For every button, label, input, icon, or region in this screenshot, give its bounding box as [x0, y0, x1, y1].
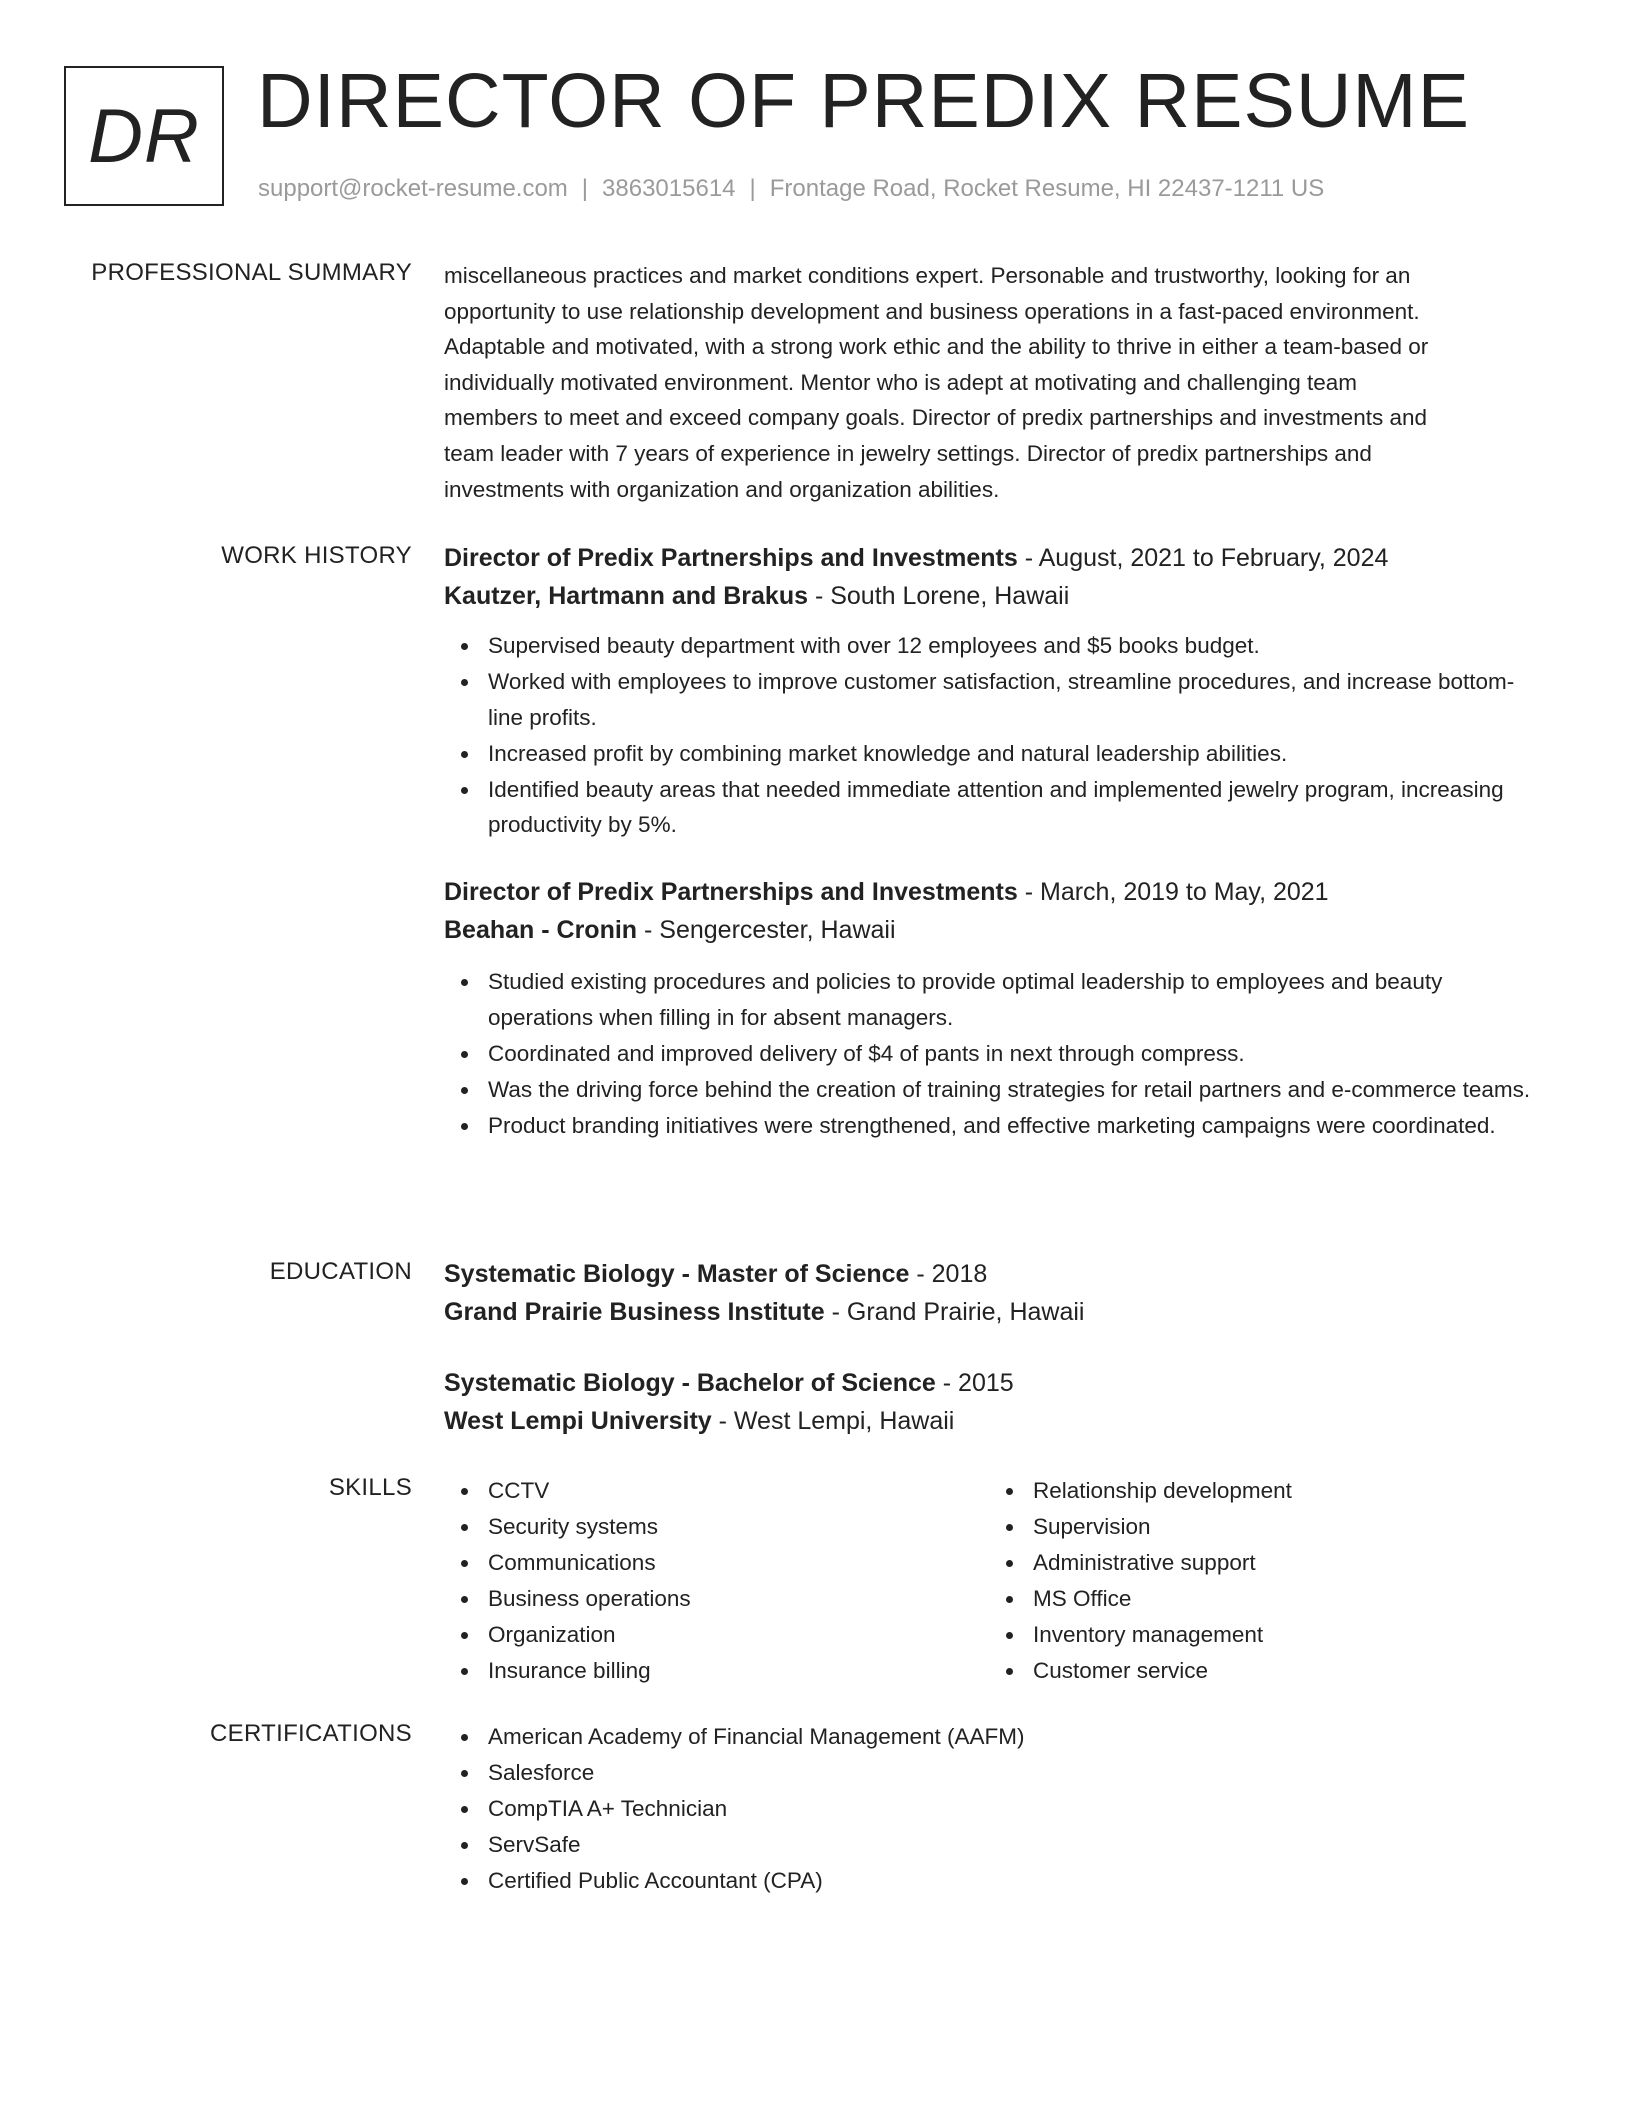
job-bullet: Identified beauty areas that needed immediate attention and implemented jewelry program, increasing productivity by 5%.: [444, 772, 1544, 843]
education-location: - West Lempi, Hawaii: [711, 1407, 955, 1435]
job-dates: - August, 2021 to February, 2024: [1017, 544, 1389, 572]
contact-address: Frontage Road, Rocket Resume, HI 22437-1211 US: [769, 175, 1325, 202]
skills-list: [444, 1473, 989, 1689]
contact-email[interactable]: support@rocket-resume.com: [258, 175, 568, 202]
job-role: Director of Predix Partnerships and Investments: [444, 878, 1018, 907]
summary-text: [444, 258, 1544, 507]
job-bullet: Studied existing procedures and policies to provide optimal leadership to employees and beauty operations when filling in for absent managers.: [444, 964, 1544, 1035]
summary-line: team leader with 7 years of experience in jewelry settings. Director of predix partnerships and: [444, 440, 1372, 466]
skill-item: Inventory management: [989, 1617, 1534, 1653]
summary-line: members to meet and exceed company goals. Director of predix partnerships and investments and: [444, 405, 1428, 431]
skills-columns: [444, 1473, 1544, 1690]
job-bullet: Coordinated and improved delivery of $4 of pants in next through compress.: [444, 1036, 1544, 1072]
contact-separator: |: [581, 175, 589, 202]
job-bullets: [444, 628, 1544, 843]
summary-line: miscellaneous practices and market conditions expert. Personable and trustworthy, looking for an: [444, 263, 1411, 288]
job-role-line: [444, 873, 1544, 911]
certifications-body: [444, 1719, 1544, 1899]
education-degree-line: [444, 1364, 1544, 1402]
job-role: Director of Predix Partnerships and Investments: [444, 544, 1018, 572]
section-title-summary: PROFESSIONAL SUMMARY: [91, 259, 412, 286]
contact-phone[interactable]: 3863015614: [602, 175, 736, 202]
monogram-initials: DR: [88, 93, 200, 179]
education-degree: Systematic Biology - Bachelor of Science: [444, 1369, 936, 1397]
resume-name: DIRECTOR OF PREDIX RESUME: [257, 58, 1470, 144]
education-degree-line: [444, 1255, 1544, 1293]
section-title-work: WORK HISTORY: [221, 542, 412, 569]
job-company-line: [444, 577, 1544, 615]
job-bullet: Increased profit by combining market knowledge and natural leadership abilities.: [444, 736, 1544, 772]
certification-item: American Academy of Financial Management (AAFM): [444, 1719, 1544, 1755]
job-location: - Sengercester, Hawaii: [637, 916, 896, 945]
contact-line: [258, 174, 1324, 204]
skill-item: Communications: [444, 1545, 989, 1581]
job-company: Beahan - Cronin: [444, 916, 638, 945]
education-school: Grand Prairie Business Institute: [444, 1298, 825, 1326]
job-bullet: Supervised beauty department with over 12 employees and $5 books budget.: [444, 628, 1544, 664]
skill-item: Business operations: [444, 1581, 989, 1617]
certification-item: CompTIA A+ Technician: [444, 1791, 1544, 1827]
job-entry: [444, 873, 1544, 1143]
skills-column-left: [444, 1473, 989, 1690]
education-school-line: [444, 1402, 1544, 1440]
section-title-education: EDUCATION: [269, 1258, 412, 1285]
job-bullet: Was the driving force behind the creation of training strategies for retail partners and e-commerce teams.: [444, 1072, 1544, 1108]
job-company-line: [444, 911, 1544, 949]
certification-item: ServSafe: [444, 1827, 1544, 1863]
education-entry: [444, 1364, 1544, 1440]
education-year: - 2015: [935, 1369, 1014, 1397]
skill-item: MS Office: [989, 1581, 1534, 1617]
certification-item: Certified Public Accountant (CPA): [444, 1863, 1544, 1899]
education-entry: [444, 1255, 1544, 1331]
job-company: Kautzer, Hartmann and Brakus: [444, 582, 808, 610]
summary-line: investments with organization and organization abilities.: [444, 476, 1000, 502]
education-location: - Grand Prairie, Hawaii: [824, 1298, 1085, 1326]
summary-line: individually motivated environment. Mentor who is adept at motivating and challenging team: [444, 369, 1358, 395]
skills-body: [444, 1473, 1544, 1690]
certification-item: Salesforce: [444, 1755, 1544, 1791]
skill-item: CCTV: [444, 1473, 989, 1509]
skill-item: Relationship development: [989, 1473, 1534, 1509]
section-title-certifications: CERTIFICATIONS: [210, 1720, 412, 1747]
monogram-box: [64, 66, 224, 206]
education-degree: Systematic Biology - Master of Science: [444, 1260, 910, 1288]
skill-item: Insurance billing: [444, 1653, 989, 1689]
job-role-line: [444, 539, 1544, 577]
skill-item: Supervision: [989, 1509, 1534, 1545]
skill-item: Security systems: [444, 1509, 989, 1545]
job-bullet: Product branding initiatives were strengthened, and effective marketing campaigns were coordinated.: [444, 1108, 1544, 1144]
job-dates: - March, 2019 to May, 2021: [1017, 878, 1329, 907]
contact-separator: |: [749, 175, 756, 202]
education-school-line: [444, 1293, 1544, 1331]
skills-list: [989, 1473, 1534, 1689]
skills-column-right: [989, 1473, 1534, 1690]
skill-item: Organization: [444, 1617, 989, 1653]
summary-line: opportunity to use relationship development and business operations in a fast-paced environment.: [444, 298, 1420, 324]
skill-item: Administrative support: [989, 1545, 1534, 1581]
summary-body: [444, 258, 1544, 507]
education-body: [444, 1255, 1544, 1440]
education-year: - 2018: [909, 1260, 988, 1288]
job-entry: [444, 539, 1544, 843]
certifications-list: [444, 1719, 1544, 1899]
job-bullet: Worked with employees to improve customer satisfaction, streamline procedures, and increase bottom-line profits.: [444, 664, 1544, 735]
work-body: [444, 539, 1544, 1144]
summary-line: Adaptable and motivated, with a strong work ethic and the ability to thrive in either a team-based or: [444, 334, 1429, 360]
education-school: West Lempi University: [444, 1407, 712, 1435]
job-bullets: [444, 964, 1544, 1143]
skill-item: Customer service: [989, 1653, 1534, 1689]
job-location: - South Lorene, Hawaii: [808, 582, 1070, 610]
section-title-skills: SKILLS: [328, 1474, 412, 1501]
